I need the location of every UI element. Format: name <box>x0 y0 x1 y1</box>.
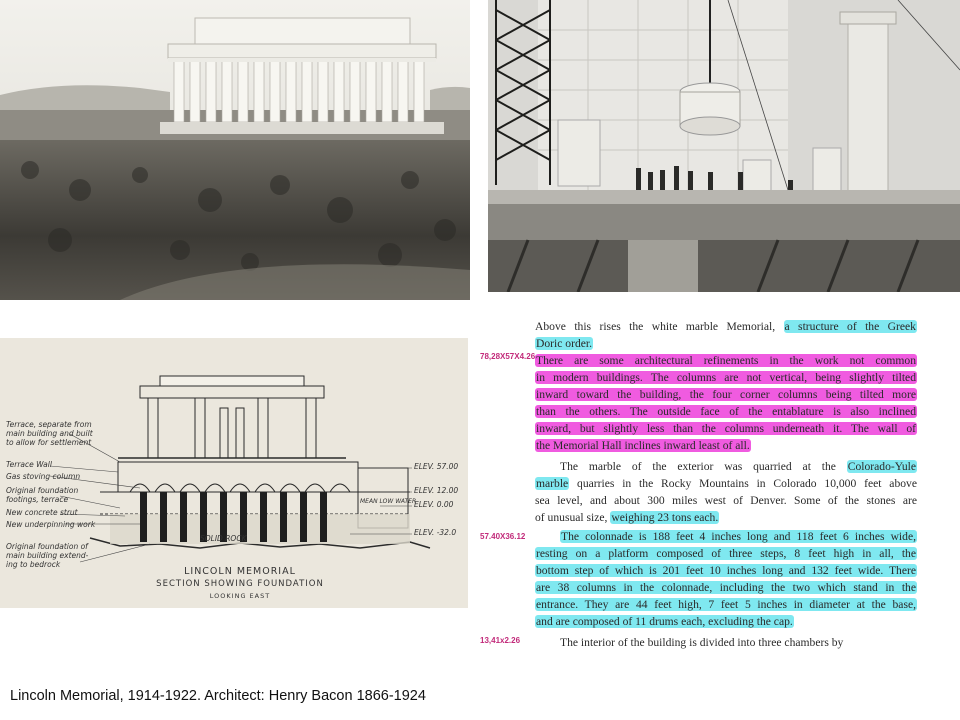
label-elev-minus-32: ELEV. -32.0 <box>414 528 457 537</box>
text-line <box>535 369 917 386</box>
text-line <box>535 403 917 420</box>
highlight-cyan: entrance. They are 44 feet high, 7 feet 5 inches in diameter at the base, <box>536 598 916 611</box>
text-line <box>535 509 719 526</box>
text-line <box>560 528 917 545</box>
text-line <box>535 386 917 403</box>
text-line <box>535 492 917 509</box>
drawing-subtitle: SECTION SHOWING FOUNDATION <box>156 579 324 589</box>
highlight-cyan: and are composed of 11 drums each, excluding the cap. <box>536 615 793 628</box>
label-main-foundation-2: main building extend- <box>6 551 89 560</box>
text-segment: quarries in the Rocky Mountains in Colorado 10,000 feet above <box>569 477 917 490</box>
slide-caption: Lincoln Memorial, 1914-1922. Architect: Henry Bacon 1866-1924 <box>10 688 426 704</box>
text-line <box>535 352 917 369</box>
text-segment: of unusual size, <box>535 511 611 524</box>
label-terrace-2: main building and built <box>6 429 93 438</box>
text-segment: The marble of the exterior was quarried at the <box>560 460 847 473</box>
drawing-view: LOOKING EAST <box>209 592 271 600</box>
highlight-cyan: weighing 23 tons each. <box>611 511 719 524</box>
text-line <box>535 545 917 562</box>
memorial-crowd-photo <box>0 0 470 300</box>
highlight-cyan: Colorado-Yule <box>847 460 916 473</box>
text-line <box>535 613 794 630</box>
text-line <box>560 458 917 475</box>
text-line <box>535 475 917 492</box>
highlight-magenta: the Memorial Hall inclines inward least of all. <box>536 439 750 452</box>
highlight-magenta: There are some architectural refinements in the work not common <box>536 354 916 367</box>
highlight-magenta: in modern buildings. The columns are not vertical, being slightly tilted <box>536 371 916 384</box>
highlight-cyan: Doric order. <box>536 337 593 350</box>
text-segment: The interior of the building is divided into three chambers by <box>560 636 844 649</box>
text-line <box>535 437 751 454</box>
label-elev-57: ELEV. 57.00 <box>414 462 459 471</box>
label-main-foundation-3: ing to bedrock <box>6 560 61 569</box>
margin-note-2: 57.40X36.12 <box>480 532 526 541</box>
label-terrace-3: to allow for settlement <box>6 438 92 447</box>
text-line <box>535 562 917 579</box>
highlight-cyan: a structure of the Greek <box>784 320 916 333</box>
highlight-cyan: resting on a platform composed of three steps, 8 feet high in all, the <box>536 547 916 560</box>
text-segment: sea level, and about 300 miles west of Denver. Some of the stones are <box>535 494 917 507</box>
label-gas-column: Gas stoving column <box>6 472 81 481</box>
section-drawing <box>0 338 468 608</box>
label-main-foundation-1: Original foundation of <box>6 542 88 551</box>
label-orig-foundation-1: Original foundation <box>6 486 79 495</box>
margin-note-3: 13,41x2.26 <box>480 636 521 645</box>
text-line <box>535 596 917 613</box>
label-orig-foundation-2: footings, terrace <box>6 495 69 504</box>
text-line <box>560 634 843 651</box>
highlight-cyan: The colonnade is 188 feet 4 inches long and 118 feet 6 inches wide, <box>561 530 916 543</box>
construction-photo <box>488 0 960 292</box>
highlight-magenta: inward, but slightly less than the columns underneath it. The wall of <box>536 422 916 435</box>
label-concrete-strut: New concrete strut <box>6 508 78 517</box>
label-elev-12: ELEV. 12.00 <box>414 486 459 495</box>
highlighted-text-page <box>480 312 940 662</box>
highlight-cyan: are 38 columns in the colonnade, including the two which stand in the <box>536 581 916 594</box>
text-line <box>535 579 917 596</box>
label-mean-low-water: MEAN LOW WATER <box>360 498 417 505</box>
highlight-cyan: marble <box>536 477 569 490</box>
text-line <box>535 335 593 352</box>
highlight-cyan: bottom step of which is 201 feet 10 inches long and 132 feet wide. There <box>536 564 916 577</box>
text-line <box>535 420 917 437</box>
label-elev-0: ELEV. 0.00 <box>414 500 454 509</box>
label-underpinning: New underpinning work <box>6 520 96 529</box>
label-terrace-1: Terrace, separate from <box>6 420 92 429</box>
text-line <box>535 318 917 335</box>
highlight-magenta: inward toward the building, the four corner columns being tilted more <box>536 388 916 401</box>
text-segment: Above this rises the white marble Memorial, <box>535 320 784 333</box>
highlight-magenta: than the others. The outside face of the entablature is also inclined <box>536 405 916 418</box>
drawing-title: LINCOLN MEMORIAL <box>184 566 296 577</box>
label-solid-rock: SOLID ROCK <box>200 534 247 543</box>
margin-note-1: 78,28X57X4.26 <box>480 352 536 361</box>
label-terrace-wall: Terrace Wall <box>6 460 52 469</box>
